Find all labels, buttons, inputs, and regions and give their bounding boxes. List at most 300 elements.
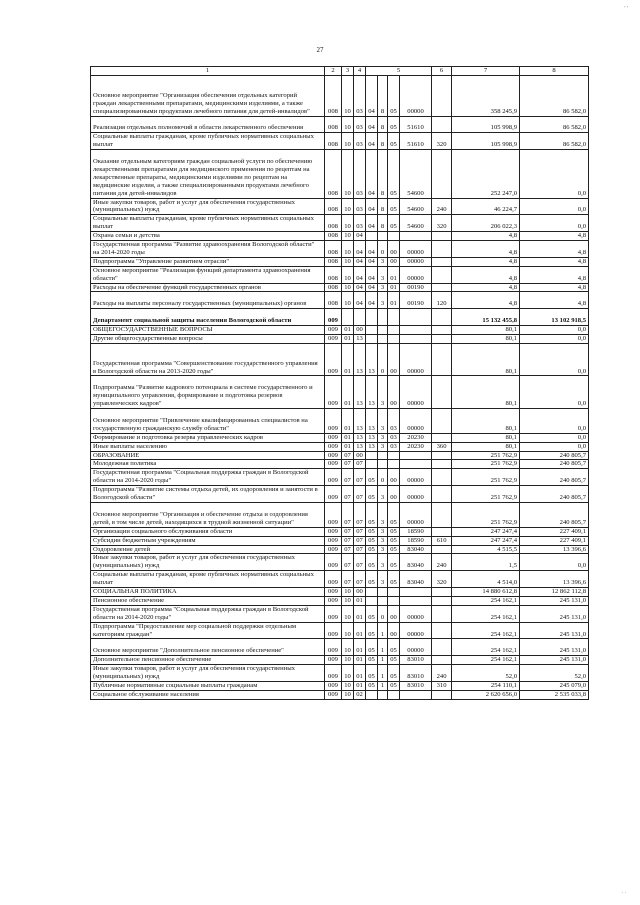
- row-code-subprogram: 3: [378, 554, 388, 571]
- row-amount-year1: 80,1: [452, 343, 520, 376]
- row-code-program: [366, 596, 378, 605]
- row-code-expense-type: [432, 266, 452, 283]
- row-amount-year1: 80,1: [452, 376, 520, 409]
- row-code-expense-type: 610: [432, 536, 452, 545]
- row-amount-year2: 0,0: [520, 343, 589, 376]
- row-code-subsection: 13: [354, 334, 366, 343]
- row-code-admin: 008: [325, 116, 342, 133]
- row-code-program: [366, 232, 378, 241]
- row-amount-year2: 4,8: [520, 266, 589, 283]
- row-code-activity: [388, 451, 400, 460]
- row-code-admin: 008: [325, 198, 342, 215]
- table-row: [91, 460, 589, 469]
- table-row: [91, 656, 589, 665]
- row-amount-year2: 13 396,6: [520, 545, 589, 554]
- row-code-admin: 008: [325, 76, 342, 117]
- table-row: [91, 536, 589, 545]
- row-name: Основное мероприятие "Организация и обеспечение отдыха и оздоровления детей, в том числе детей, находящихся в трудной жизненной ситуации": [91, 503, 325, 528]
- row-code-subprogram: 3: [378, 571, 388, 588]
- row-code-subsection: [354, 309, 366, 326]
- row-code-admin: 009: [325, 433, 342, 442]
- row-code-direction: 20230: [400, 442, 432, 451]
- row-code-activity: 00: [388, 257, 400, 266]
- row-amount-year2: 13 396,6: [520, 571, 589, 588]
- row-amount-year2: 4,8: [520, 241, 589, 258]
- row-code-subsection: 00: [354, 451, 366, 460]
- row-code-program: 05: [366, 665, 378, 682]
- row-code-activity: [388, 460, 400, 469]
- row-amount-year1: 254 162,1: [452, 639, 520, 656]
- row-code-program: 13: [366, 376, 378, 409]
- row-amount-year1: 80,1: [452, 326, 520, 335]
- row-code-direction: [400, 334, 432, 343]
- row-code-expense-type: [432, 622, 452, 639]
- row-name: Департамент социальной защиты населения Вологодской области: [91, 309, 325, 326]
- row-code-subprogram: [378, 232, 388, 241]
- table-row: [91, 150, 589, 198]
- row-code-section: 10: [342, 690, 354, 699]
- row-code-section: 10: [342, 656, 354, 665]
- row-amount-year2: 12 862 112,8: [520, 588, 589, 597]
- row-amount-year1: 4,8: [452, 257, 520, 266]
- row-code-program: 04: [366, 241, 378, 258]
- row-code-section: 10: [342, 622, 354, 639]
- row-code-activity: 05: [388, 527, 400, 536]
- row-name: Социальные выплаты гражданам, кроме публичных нормативных социальных выплат: [91, 571, 325, 588]
- row-code-direction: [400, 309, 432, 326]
- row-code-subprogram: 0: [378, 605, 388, 622]
- row-code-subsection: 04: [354, 266, 366, 283]
- row-code-expense-type: [432, 639, 452, 656]
- row-name: Иные выплаты населению: [91, 442, 325, 451]
- row-code-section: 10: [342, 76, 354, 117]
- row-code-direction: 00000: [400, 639, 432, 656]
- row-name: Социальные выплаты гражданам, кроме публичных нормативных социальных выплат: [91, 133, 325, 150]
- row-amount-year2: 0,0: [520, 442, 589, 451]
- table-row: [91, 469, 589, 486]
- row-name: Пенсионное обеспечение: [91, 596, 325, 605]
- row-code-activity: 01: [388, 283, 400, 292]
- row-code-activity: [388, 588, 400, 597]
- row-code-activity: [388, 334, 400, 343]
- row-code-subsection: 04: [354, 257, 366, 266]
- row-code-admin: 008: [325, 150, 342, 198]
- row-code-program: 04: [366, 116, 378, 133]
- row-code-program: [366, 588, 378, 597]
- row-code-subsection: 04: [354, 241, 366, 258]
- row-code-subsection: 01: [354, 596, 366, 605]
- row-code-subsection: 13: [354, 343, 366, 376]
- row-code-admin: 009: [325, 536, 342, 545]
- row-code-activity: 05: [388, 116, 400, 133]
- row-amount-year2: 240 805,7: [520, 503, 589, 528]
- column-header: 8: [520, 67, 589, 76]
- row-amount-year2: 0,0: [520, 198, 589, 215]
- row-code-admin: 009: [325, 656, 342, 665]
- row-code-program: 04: [366, 150, 378, 198]
- column-header: 7: [452, 67, 520, 76]
- row-code-subprogram: [378, 326, 388, 335]
- row-code-program: 05: [366, 571, 378, 588]
- row-code-subprogram: 3: [378, 536, 388, 545]
- row-name: Другие общегосударственные вопросы: [91, 334, 325, 343]
- table-row: [91, 451, 589, 460]
- row-code-activity: 05: [388, 150, 400, 198]
- row-code-activity: [388, 326, 400, 335]
- row-code-subprogram: 3: [378, 409, 388, 434]
- row-code-direction: 00000: [400, 409, 432, 434]
- row-code-program: 05: [366, 622, 378, 639]
- row-code-direction: 18590: [400, 536, 432, 545]
- row-amount-year1: 80,1: [452, 442, 520, 451]
- row-code-direction: 00000: [400, 622, 432, 639]
- row-code-admin: 009: [325, 681, 342, 690]
- row-code-activity: 05: [388, 656, 400, 665]
- row-code-admin: 008: [325, 266, 342, 283]
- row-code-section: 10: [342, 232, 354, 241]
- row-amount-year1: 251 762,9: [452, 460, 520, 469]
- row-code-expense-type: [432, 334, 452, 343]
- row-code-admin: 009: [325, 545, 342, 554]
- row-code-admin: 009: [325, 460, 342, 469]
- row-code-section: 10: [342, 241, 354, 258]
- table-row: [91, 545, 589, 554]
- row-amount-year1: 4,8: [452, 266, 520, 283]
- row-code-subsection: 07: [354, 527, 366, 536]
- row-code-section: 07: [342, 545, 354, 554]
- row-amount-year1: 52,0: [452, 665, 520, 682]
- row-amount-year2: 227 409,1: [520, 527, 589, 536]
- row-code-admin: 008: [325, 283, 342, 292]
- row-code-subprogram: 0: [378, 241, 388, 258]
- table-row: [91, 257, 589, 266]
- row-amount-year1: 251 762,9: [452, 503, 520, 528]
- row-code-expense-type: 310: [432, 681, 452, 690]
- row-code-expense-type: [432, 460, 452, 469]
- table-row: [91, 409, 589, 434]
- row-amount-year1: 254 162,1: [452, 605, 520, 622]
- row-code-program: 05: [366, 554, 378, 571]
- row-code-direction: 00190: [400, 292, 432, 309]
- row-code-activity: 05: [388, 545, 400, 554]
- row-amount-year1: 80,1: [452, 409, 520, 434]
- row-amount-year2: 0,0: [520, 376, 589, 409]
- row-amount-year1: 4,8: [452, 283, 520, 292]
- table-row: [91, 283, 589, 292]
- row-amount-year2: 240 805,7: [520, 451, 589, 460]
- table-row: [91, 665, 589, 682]
- row-code-admin: 009: [325, 442, 342, 451]
- row-code-expense-type: 240: [432, 198, 452, 215]
- table-row: [91, 376, 589, 409]
- row-amount-year2: 86 582,0: [520, 116, 589, 133]
- corner-mark-bottom: . .: [621, 889, 626, 895]
- row-code-subsection: 07: [354, 503, 366, 528]
- row-code-admin: 009: [325, 309, 342, 326]
- row-code-program: 13: [366, 442, 378, 451]
- row-amount-year1: 4,8: [452, 241, 520, 258]
- row-code-admin: 009: [325, 605, 342, 622]
- row-amount-year2: 0,0: [520, 215, 589, 232]
- row-amount-year2: 0,0: [520, 554, 589, 571]
- row-code-program: [366, 451, 378, 460]
- table-row: [91, 326, 589, 335]
- row-code-direction: 00000: [400, 605, 432, 622]
- row-amount-year2: 13 102 918,5: [520, 309, 589, 326]
- row-code-subsection: 01: [354, 639, 366, 656]
- row-name: Социальные выплаты гражданам, кроме публичных нормативных социальных выплат: [91, 215, 325, 232]
- row-code-subprogram: 3: [378, 527, 388, 536]
- row-code-subsection: 07: [354, 486, 366, 503]
- row-code-subprogram: 3: [378, 503, 388, 528]
- row-code-subprogram: [378, 596, 388, 605]
- row-amount-year1: 14 880 612,8: [452, 588, 520, 597]
- row-code-section: 01: [342, 409, 354, 434]
- row-code-subsection: 13: [354, 442, 366, 451]
- row-code-activity: 05: [388, 536, 400, 545]
- row-code-subprogram: [378, 690, 388, 699]
- row-code-admin: 009: [325, 622, 342, 639]
- row-code-activity: 05: [388, 554, 400, 571]
- row-code-section: 07: [342, 451, 354, 460]
- row-code-program: 05: [366, 527, 378, 536]
- row-amount-year2: 245 131,0: [520, 622, 589, 639]
- row-code-activity: 03: [388, 442, 400, 451]
- table-row: [91, 622, 589, 639]
- row-code-program: [366, 460, 378, 469]
- row-code-admin: 009: [325, 334, 342, 343]
- row-code-direction: 83010: [400, 665, 432, 682]
- row-amount-year1: 254 162,1: [452, 622, 520, 639]
- row-code-expense-type: [432, 605, 452, 622]
- row-code-program: 05: [366, 545, 378, 554]
- table-row: [91, 433, 589, 442]
- row-code-subprogram: [378, 460, 388, 469]
- row-code-activity: 00: [388, 622, 400, 639]
- row-code-program: [366, 334, 378, 343]
- table-row: [91, 554, 589, 571]
- row-code-subsection: 01: [354, 656, 366, 665]
- row-code-direction: 83040: [400, 545, 432, 554]
- row-code-section: 01: [342, 334, 354, 343]
- row-code-subsection: 00: [354, 326, 366, 335]
- row-code-subprogram: 3: [378, 257, 388, 266]
- row-amount-year1: 247 247,4: [452, 536, 520, 545]
- row-code-expense-type: [432, 283, 452, 292]
- row-code-expense-type: [432, 469, 452, 486]
- row-code-section: 01: [342, 442, 354, 451]
- row-code-direction: [400, 232, 432, 241]
- row-name: Формирование и подготовка резерва управленческих кадров: [91, 433, 325, 442]
- row-code-expense-type: [432, 486, 452, 503]
- row-code-direction: [400, 460, 432, 469]
- row-code-program: 13: [366, 343, 378, 376]
- row-code-activity: 00: [388, 605, 400, 622]
- row-code-expense-type: [432, 376, 452, 409]
- row-code-expense-type: [432, 150, 452, 198]
- row-code-activity: 01: [388, 266, 400, 283]
- row-code-direction: 00000: [400, 241, 432, 258]
- row-code-section: 10: [342, 257, 354, 266]
- row-code-section: 07: [342, 469, 354, 486]
- row-name: ОБРАЗОВАНИЕ: [91, 451, 325, 460]
- row-code-subprogram: 3: [378, 376, 388, 409]
- row-code-subprogram: 1: [378, 681, 388, 690]
- row-amount-year1: 251 762,9: [452, 469, 520, 486]
- row-code-section: 10: [342, 681, 354, 690]
- row-code-expense-type: [432, 588, 452, 597]
- row-amount-year2: 86 582,0: [520, 76, 589, 117]
- row-amount-year2: 245 131,0: [520, 656, 589, 665]
- table-row: [91, 639, 589, 656]
- row-name: Субсидии бюджетным учреждениям: [91, 536, 325, 545]
- table-row: [91, 334, 589, 343]
- row-name: Государственная программа "Социальная поддержка граждан в Вологодской области на 2014-2020 годы": [91, 469, 325, 486]
- row-code-expense-type: 360: [432, 442, 452, 451]
- row-amount-year1: 2 620 656,0: [452, 690, 520, 699]
- row-code-subsection: 03: [354, 150, 366, 198]
- table-row: [91, 690, 589, 699]
- column-header: 4: [354, 67, 366, 76]
- row-amount-year2: 4,8: [520, 292, 589, 309]
- table-row: [91, 241, 589, 258]
- row-code-activity: 03: [388, 433, 400, 442]
- row-amount-year2: 240 805,7: [520, 486, 589, 503]
- row-amount-year1: 247 247,4: [452, 527, 520, 536]
- row-code-program: 05: [366, 605, 378, 622]
- row-amount-year1: 4,8: [452, 292, 520, 309]
- row-amount-year2: 0,0: [520, 334, 589, 343]
- row-code-section: 10: [342, 116, 354, 133]
- row-code-program: 05: [366, 503, 378, 528]
- table-row: [91, 266, 589, 283]
- row-name: Государственная программа "Совершенствование государственного управления в Вологодской области на 2013-2020 годы": [91, 343, 325, 376]
- row-code-activity: 00: [388, 241, 400, 258]
- row-code-section: 07: [342, 486, 354, 503]
- row-name: Оздоровление детей: [91, 545, 325, 554]
- row-code-direction: 83010: [400, 656, 432, 665]
- row-code-subprogram: 3: [378, 292, 388, 309]
- row-code-subprogram: 3: [378, 486, 388, 503]
- row-name: Оказание отдельным категориям граждан социальной услуги по обеспечению лекарственными препаратами для медицинского применения по рецептам на лекарственные препараты, медицинскими изделиями по рецептам на медицинские изделия, а также специализированными продуктами лечебного питания для детей-инвалидов: [91, 150, 325, 198]
- row-code-direction: [400, 588, 432, 597]
- row-code-subprogram: 8: [378, 76, 388, 117]
- row-code-subsection: 04: [354, 232, 366, 241]
- row-code-direction: 00000: [400, 503, 432, 528]
- row-code-subprogram: 8: [378, 133, 388, 150]
- table-row: [91, 198, 589, 215]
- table-row: [91, 527, 589, 536]
- row-code-subprogram: 8: [378, 150, 388, 198]
- row-code-section: 07: [342, 460, 354, 469]
- row-code-program: [366, 690, 378, 699]
- row-name: Основное мероприятие "Реализация функций департамента здравоохранения области": [91, 266, 325, 283]
- row-name: Организации социального обслуживания области: [91, 527, 325, 536]
- row-name: ОБЩЕГОСУДАРСТВЕННЫЕ ВОПРОСЫ: [91, 326, 325, 335]
- row-amount-year1: 105 998,9: [452, 133, 520, 150]
- row-code-subprogram: 1: [378, 622, 388, 639]
- row-code-direction: [400, 690, 432, 699]
- row-amount-year1: 80,1: [452, 433, 520, 442]
- row-code-expense-type: [432, 326, 452, 335]
- row-name: Подпрограмма "Управление развитием отрасли": [91, 257, 325, 266]
- row-amount-year2: 0,0: [520, 433, 589, 442]
- row-code-activity: 05: [388, 76, 400, 117]
- row-code-admin: 008: [325, 215, 342, 232]
- row-amount-year2: 240 805,7: [520, 460, 589, 469]
- row-code-admin: 009: [325, 326, 342, 335]
- row-code-expense-type: [432, 309, 452, 326]
- row-code-subsection: 01: [354, 605, 366, 622]
- row-code-activity: 00: [388, 343, 400, 376]
- row-code-expense-type: [432, 343, 452, 376]
- row-code-subsection: 04: [354, 283, 366, 292]
- row-amount-year1: 254 162,1: [452, 656, 520, 665]
- row-code-activity: [388, 596, 400, 605]
- row-amount-year1: 254 110,1: [452, 681, 520, 690]
- row-code-section: 10: [342, 665, 354, 682]
- row-amount-year1: 254 162,1: [452, 596, 520, 605]
- row-code-activity: 00: [388, 486, 400, 503]
- row-amount-year2: 245 131,0: [520, 639, 589, 656]
- row-code-direction: 00000: [400, 266, 432, 283]
- row-code-direction: 00000: [400, 469, 432, 486]
- row-name: Основное мероприятие "Привлечение квалифицированных специалистов на государственную гражданскую службу области": [91, 409, 325, 434]
- table-row: [91, 588, 589, 597]
- row-code-direction: [400, 596, 432, 605]
- row-code-section: 10: [342, 588, 354, 597]
- row-code-admin: 009: [325, 486, 342, 503]
- row-amount-year2: 245 079,0: [520, 681, 589, 690]
- row-code-section: 10: [342, 605, 354, 622]
- row-code-admin: 008: [325, 133, 342, 150]
- table-row: [91, 442, 589, 451]
- row-code-admin: 009: [325, 527, 342, 536]
- row-code-subsection: 07: [354, 460, 366, 469]
- row-code-subsection: 01: [354, 681, 366, 690]
- row-code-section: 01: [342, 326, 354, 335]
- table-row: [91, 133, 589, 150]
- row-amount-year1: 251 762,9: [452, 486, 520, 503]
- table-row: [91, 681, 589, 690]
- row-code-program: 05: [366, 469, 378, 486]
- row-code-direction: 00000: [400, 257, 432, 266]
- row-code-expense-type: 240: [432, 665, 452, 682]
- row-code-admin: 009: [325, 451, 342, 460]
- row-code-section: 07: [342, 536, 354, 545]
- row-amount-year2: 86 582,0: [520, 133, 589, 150]
- row-code-program: 05: [366, 681, 378, 690]
- row-code-program: 04: [366, 76, 378, 117]
- row-code-activity: 05: [388, 681, 400, 690]
- row-code-admin: 008: [325, 257, 342, 266]
- row-amount-year2: 4,8: [520, 257, 589, 266]
- row-amount-year1: 15 132 455,8: [452, 309, 520, 326]
- row-code-section: 10: [342, 215, 354, 232]
- column-header: 5: [366, 67, 432, 76]
- row-code-expense-type: 320: [432, 215, 452, 232]
- row-code-direction: [400, 326, 432, 335]
- row-code-subsection: 13: [354, 376, 366, 409]
- row-code-program: 04: [366, 198, 378, 215]
- column-header: 2: [325, 67, 342, 76]
- row-code-activity: [388, 690, 400, 699]
- row-code-subprogram: 1: [378, 656, 388, 665]
- row-amount-year1: 4 514,0: [452, 571, 520, 588]
- row-code-activity: 05: [388, 215, 400, 232]
- row-code-activity: 05: [388, 198, 400, 215]
- row-amount-year2: 4,8: [520, 232, 589, 241]
